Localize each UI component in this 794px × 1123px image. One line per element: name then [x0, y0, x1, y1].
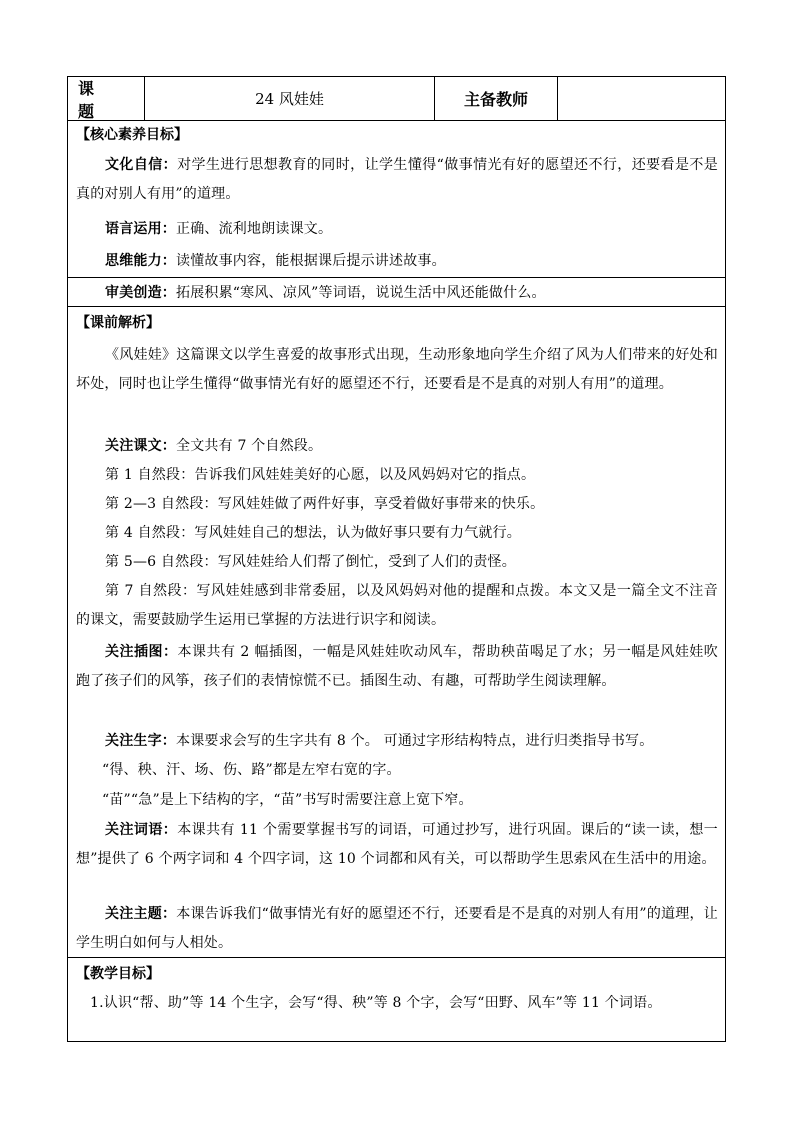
analysis-theme-focus	[76, 900, 718, 958]
focus-text: 本课共有 11 个需要掌握书写的词语，可通过抄写，进行巩固。课后的“读一读，想一想”提供了 6 个两字词和 4 个四字词，这 10 个词都和风有关，可以帮助学生思索风在生活中的用途。	[76, 822, 719, 867]
lesson-plan-table	[67, 76, 726, 1042]
core-goal-label: 文化自信：	[105, 157, 178, 173]
focus-text: 全文共有 7 个自然段。	[176, 438, 323, 454]
analysis-text-focus	[76, 432, 718, 461]
divider	[68, 277, 725, 278]
core-goal-text: 对学生进行思想教育的同时，让学生懂得“做事情光有好的愿望还不行，还要看是不是真的对别人有用”的道理。	[76, 157, 718, 202]
core-goal-culture	[76, 151, 718, 209]
topic-label: 课 题	[68, 77, 145, 120]
core-goal-aesthetic	[76, 279, 718, 308]
teacher-value	[558, 77, 725, 120]
analysis-title: 【课前解析】	[76, 315, 160, 331]
core-goals-section	[68, 121, 725, 307]
focus-text: 本课共有 2 幅插图，一幅是风娃娃吹动风车，帮助秧苗喝足了水；另一幅是风娃娃吹跑了孩子们的风筝，孩子们的表情惊慌不已。插图生动、有趣，可帮助学生阅读理解。	[76, 644, 719, 689]
core-goal-text: 正确、流利地朗读课文。	[176, 221, 333, 237]
core-goal-text: 拓展积累“寒风、凉风”等词语，说说生活中风还能做什么。	[176, 285, 546, 301]
core-goals-title: 【核心素养目标】	[76, 127, 188, 143]
core-goal-text: 读懂故事内容，能根据课后提示讲述故事。	[176, 253, 446, 269]
teacher-label: 主备教师	[435, 77, 558, 120]
analysis-paragraph-5: 第 7 自然段：写风娃娃感到非常委屈，以及风妈妈对他的提醒和点拨。本文又是一篇全文不注音的课文，需要鼓励学生运用已掌握的方法进行识字和阅读。	[76, 583, 718, 628]
teaching-goals-title: 【教学目标】	[76, 966, 160, 982]
core-goal-language	[76, 215, 718, 244]
analysis-char-group-a: “得、秧、汗、场、伤、路”都是左窄右宽的字。	[102, 762, 401, 778]
focus-label: 关注主题：	[105, 906, 177, 922]
topic-value: 24 风娃娃	[145, 77, 435, 120]
focus-label: 关注词语：	[105, 822, 178, 838]
analysis-paragraph-4: 第 5—6 自然段：写风娃娃给人们帮了倒忙，受到了人们的责怪。	[105, 554, 516, 570]
teaching-goal-1: 1.认识“帮、助”等 14 个生字，会写“得、秧”等 8 个字，会写“田野、风车”等 11 个词语。	[90, 995, 662, 1011]
teaching-goals-section	[68, 958, 725, 1042]
analysis-paragraph-1: 第 1 自然段：告诉我们风娃娃美好的心愿，以及风妈妈对它的指点。	[105, 467, 536, 483]
core-goal-label: 审美创造：	[105, 285, 176, 301]
focus-text: 本课要求会写的生字共有 8 个。 可通过字形结构特点，进行归类指导书写。	[176, 733, 654, 749]
core-goal-thinking	[76, 247, 718, 276]
core-goal-label: 思维能力：	[105, 253, 176, 269]
focus-label: 关注插图：	[105, 644, 178, 660]
core-goal-label: 语言运用：	[105, 221, 176, 237]
analysis-word-focus	[76, 816, 718, 874]
focus-text: 本课告诉我们“做事情光有好的愿望还不行，还要看是不是真的对别人有用”的道理，让学生明白如何与人相处。	[76, 906, 718, 951]
analysis-paragraph-2: 第 2—3 自然段：写风娃娃做了两件好事，享受着做好事带来的快乐。	[105, 496, 545, 512]
analysis-paragraph-3: 第 4 自然段：写风娃娃自己的想法，认为做好事只要有力气就行。	[105, 525, 522, 541]
focus-label: 关注生字：	[105, 733, 176, 749]
analysis-picture-focus	[76, 638, 718, 696]
analysis-section	[68, 307, 725, 958]
analysis-char-group-b: “苗”“急”是上下结构的字，“苗”书写时需要注意上宽下窄。	[102, 792, 473, 808]
analysis-char-focus	[76, 727, 718, 756]
header-row	[68, 77, 725, 121]
analysis-intro: 《风娃娃》这篇课文以学生喜爱的故事形式出现，生动形象地向学生介绍了风为人们带来的好处和坏处，同时也让学生懂得“做事情光有好的愿望还不行，还要看是不是真的对别人有用”的道理。	[76, 347, 718, 392]
focus-label: 关注课文：	[105, 438, 176, 454]
